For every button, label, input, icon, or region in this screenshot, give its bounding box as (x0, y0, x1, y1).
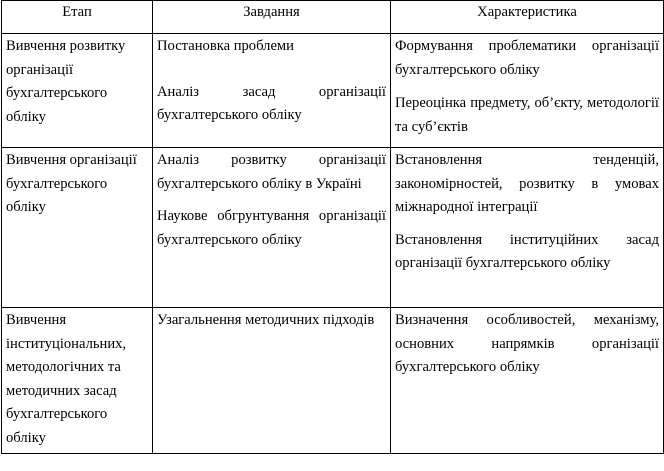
stage-text: Вивчення організації бухгалтерського обліку (6, 152, 137, 215)
characteristic-text: Визначення особливостей, механізму, основних напрямків організації бухгалтерського обліку (395, 312, 659, 375)
header-stage: Етап (2, 1, 153, 34)
task-text: Наукове обгрунтування організації бухгалтерського обліку (157, 208, 386, 248)
table-header-row (2, 1, 664, 34)
header-tasks: Завдання (153, 1, 391, 34)
table-row (2, 308, 664, 454)
characteristics-cell (391, 308, 664, 454)
characteristic-text: Переоцінка предмету, об’єкту, методології та суб’єктів (395, 95, 659, 135)
table-row (2, 148, 664, 308)
header-characteristics: Характеристика (391, 1, 664, 34)
characteristics-cell (391, 148, 664, 308)
stage-cell (2, 308, 153, 454)
characteristic-text: Встановлення інституційних засад організації бухгалтерського обліку (395, 231, 659, 271)
characteristics-cell (391, 34, 664, 148)
task-text: Узагальнення методичних підходів (157, 312, 375, 328)
stages-table (1, 0, 664, 454)
table-row (2, 34, 664, 148)
stage-cell (2, 34, 153, 148)
tasks-cell (153, 34, 391, 148)
task-text: Аналіз засад організації бухгалтерського обліку (157, 83, 386, 123)
stage-cell (2, 148, 153, 308)
characteristic-text: Встановлення тенденцій, закономірностей, розвитку в умовах міжнародної інтеграції (395, 152, 659, 215)
task-text: Аналіз розвитку організації бухгалтерського обліку в Україні (157, 152, 386, 192)
tasks-cell (153, 148, 391, 308)
stage-text: Вивчення розвитку організації бухгалтерського обліку (6, 38, 126, 125)
characteristic-text: Формування проблематики організації бухгалтерського обліку (395, 38, 659, 78)
task-text: Постановка проблеми (157, 38, 294, 54)
stage-text: Вивчення інституціональних, методологічних та методичних засад бухгалтерського обліку (6, 312, 127, 446)
tasks-cell (153, 308, 391, 454)
